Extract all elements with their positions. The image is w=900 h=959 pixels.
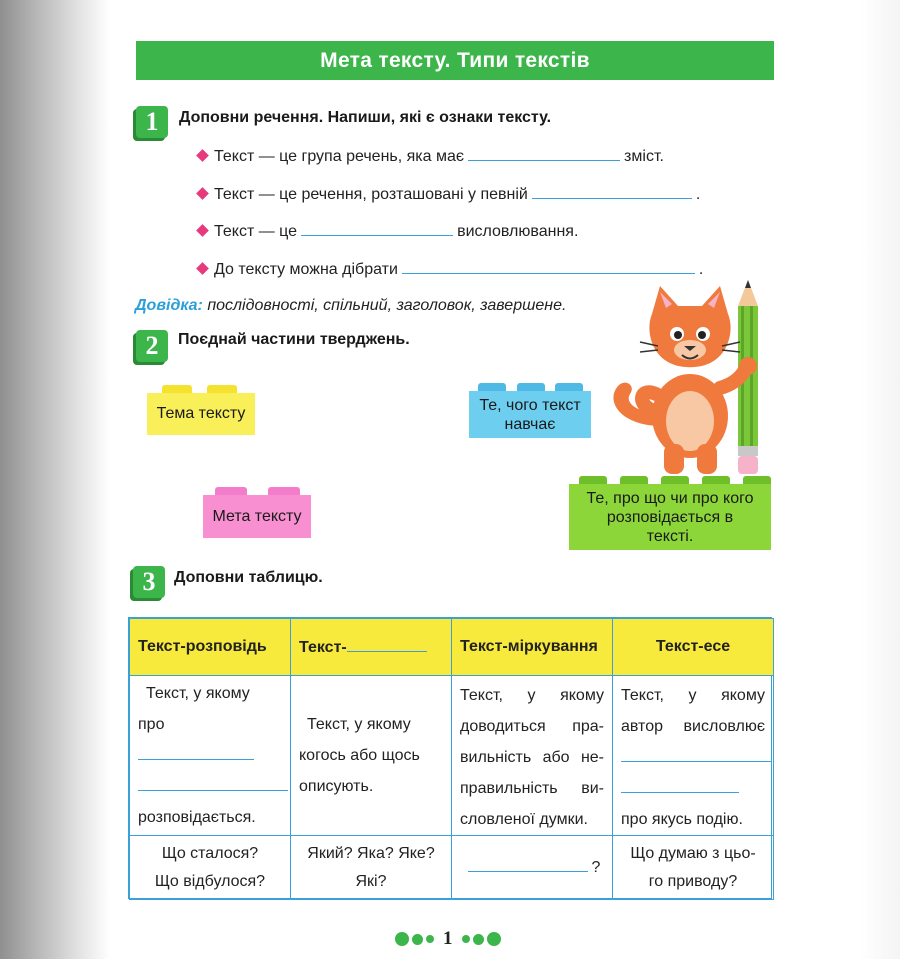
block-stud — [215, 487, 247, 495]
task-title: Поєднай частини тверджень. — [178, 331, 410, 348]
answer-blank[interactable] — [301, 221, 453, 236]
answer-blank[interactable] — [347, 637, 427, 652]
question-text: Що відбулося? — [154, 872, 266, 890]
list-item — [198, 221, 578, 241]
diamond-bullet-icon — [196, 187, 209, 200]
cell-line — [138, 771, 282, 802]
block-stud — [162, 385, 192, 393]
cell-line: Текст, у якому — [146, 685, 250, 702]
sentence-text: зміст. — [624, 148, 664, 165]
text-types-table — [128, 617, 772, 899]
answer-blank[interactable] — [468, 857, 588, 872]
column-header-text: Текст- — [299, 639, 347, 656]
hint-line — [135, 297, 566, 315]
cell-line — [138, 709, 282, 771]
task-title: Доповни таблицю. — [174, 569, 323, 586]
answer-blank[interactable] — [138, 745, 254, 760]
block-stud — [207, 385, 237, 393]
sentence-text: . — [698, 261, 704, 278]
table-cell — [452, 676, 613, 836]
answer-blank[interactable] — [402, 259, 695, 274]
question-text: ? — [591, 858, 601, 876]
cell-text: про — [138, 716, 165, 733]
column-header: Текст-есе — [613, 619, 774, 676]
cell-line: розповідається. — [138, 809, 256, 826]
sentence-text: Текст — це — [214, 223, 298, 240]
table-header-row — [130, 619, 774, 676]
cell-line: про якусь подію. — [621, 811, 743, 828]
table-cell — [130, 836, 291, 900]
block-stud — [478, 383, 506, 391]
cell-line: автор висловлює — [621, 718, 765, 735]
answer-blank[interactable] — [532, 184, 692, 199]
block-stud — [268, 487, 300, 495]
diamond-bullet-icon — [196, 224, 209, 237]
hint-text: послідовності, спільний, заголовок, завершене. — [207, 297, 567, 314]
table-cell — [613, 676, 774, 836]
cell-line: словленої думки. — [460, 811, 588, 828]
diamond-bullet-icon — [196, 149, 209, 162]
task-title: Доповни речення. Напиши, які є ознаки тексту. — [179, 109, 552, 126]
hint-label: Довідка: — [135, 297, 203, 314]
dot-ornament-icon — [462, 935, 470, 943]
dot-ornament-icon — [426, 935, 434, 943]
cell-line: правильність ви- — [460, 780, 604, 797]
question-text: Що сталося? — [161, 844, 259, 862]
dot-ornament-icon — [487, 932, 501, 946]
statement-block-about[interactable]: Те, про що чи про кого розповідається в тексті. — [569, 484, 771, 550]
task-number-badge: 2 — [136, 330, 168, 362]
column-header: Текст-розповідь — [130, 619, 291, 676]
dot-ornament-icon — [473, 934, 484, 945]
answer-blank[interactable] — [468, 146, 620, 161]
statement-block-teaches[interactable]: Те, чого текст навчає — [469, 391, 591, 438]
cell-line — [621, 773, 765, 804]
task-number-badge: 1 — [136, 106, 168, 138]
task-number-badge: 3 — [133, 566, 165, 598]
table-cell — [613, 836, 774, 900]
table-cell — [291, 676, 452, 836]
block-stud — [555, 383, 583, 391]
answer-blank[interactable] — [138, 776, 288, 791]
question-text: Що думаю з цьо- — [630, 844, 756, 862]
page-number: 1 — [443, 928, 453, 949]
page-edge — [860, 0, 900, 959]
page-footer — [395, 928, 501, 950]
page-binding-shadow — [0, 0, 110, 959]
table-cell — [291, 836, 452, 900]
page-title: Мета тексту. Типи текстів — [136, 41, 774, 80]
column-header — [291, 619, 452, 676]
column-header: Текст-міркування — [452, 619, 613, 676]
cell-line: доводиться пра- — [460, 718, 604, 735]
sentence-text: Текст — це група речень, яка має — [214, 148, 465, 165]
question-text: го приводу? — [648, 872, 738, 890]
sentence-text: . — [695, 186, 701, 203]
table-cell — [452, 836, 613, 900]
dot-ornament-icon — [412, 934, 423, 945]
answer-blank[interactable] — [621, 778, 739, 793]
question-text: Який? Яка? Яке? — [307, 844, 435, 862]
sentence-text: До тексту можна дібрати — [214, 261, 398, 278]
cell-line — [621, 742, 765, 773]
table-cell — [130, 676, 291, 836]
block-stud — [517, 383, 545, 391]
answer-blank[interactable] — [621, 747, 771, 762]
statement-block-topic[interactable]: Тема тексту — [147, 393, 255, 435]
cell-line: Текст, у якому — [307, 716, 411, 733]
table-row — [130, 836, 774, 900]
cat-with-pencil-illustration — [600, 276, 780, 481]
table-row — [130, 676, 774, 836]
sentence-text: Текст — це речення, розташовані у певній — [214, 186, 528, 203]
question-text: Які? — [355, 872, 387, 890]
sentence-text: висловлювання. — [457, 223, 579, 240]
diamond-bullet-icon — [196, 262, 209, 275]
cell-line: Текст, у якому — [460, 687, 604, 704]
list-item — [198, 184, 700, 204]
list-item — [198, 146, 664, 166]
statement-block-purpose[interactable]: Мета тексту — [203, 495, 311, 538]
cell-line: Текст, у якому — [621, 687, 765, 704]
cell-line: когось або щось — [299, 747, 420, 764]
cell-line: вильність або не- — [460, 749, 604, 766]
cell-line: описують. — [299, 778, 374, 795]
dot-ornament-icon — [395, 932, 409, 946]
